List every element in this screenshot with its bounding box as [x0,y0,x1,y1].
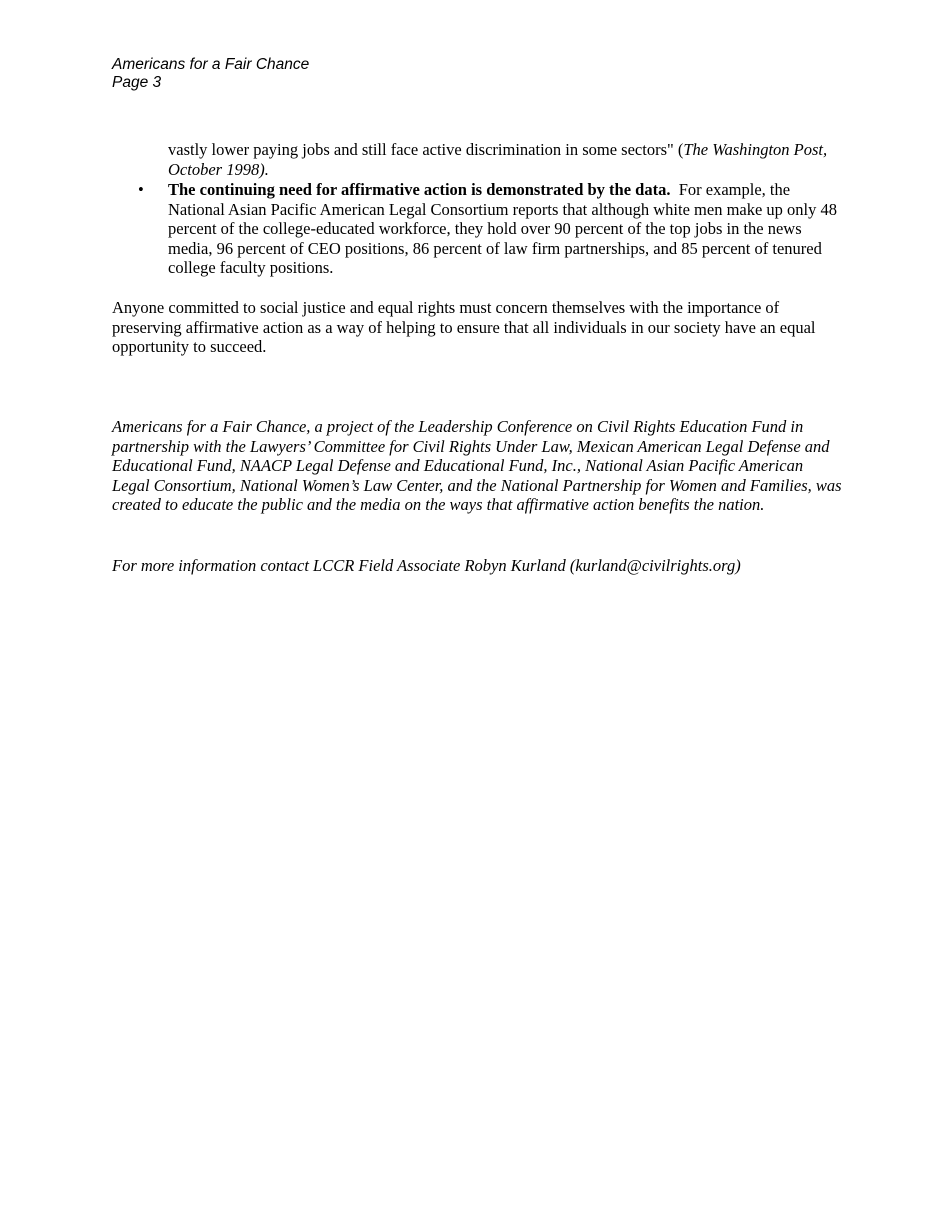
bullet-body: For example, the National Asian Pacific American Legal Consortium reports that although white men make up only 48 percent of the college-educated workforce, they hold over 90 percent of the top jobs in the news media, 96 percent of CEO positions, 86 percent of law firm partnerships, and 85 percent of tenured college faculty positions. [168,180,838,278]
organization-credit: Americans for a Fair Chance, a project of the Leadership Conference on Civil Rights Education Fund in partnership with the Lawyers’ Committee for Civil Rights Under Law, Mexican American Legal Defense and Educational Fund, NAACP Legal Defense and Educational Fund, Inc., National Asian Pacific American Legal Consortium, National Women’s Law Center, and the National Partnership for Women and Families, was created to educate the public and the media on the ways that affirmative action benefits the nation. [112,417,842,515]
bullet-content [168,180,848,278]
page-header [112,56,309,92]
header-page-number: Page 3 [112,74,162,91]
bullet-marker: • [138,180,144,199]
source-title: The Washington Post [683,140,824,159]
continued-bullet-text [168,140,848,179]
source-date: , October 1998). [168,140,828,179]
contact-line: For more information contact LCCR Field Associate Robyn Kurland (kurland@civilrights.org) [112,556,741,575]
continued-text: vastly lower paying jobs and still face active discrimination in some sectors" ( [168,140,684,159]
bullet-lead: The continuing need for affirmative action is demonstrated by the data. [168,180,671,199]
header-org-name: Americans for a Fair Chance [112,56,310,73]
closing-paragraph: Anyone committed to social justice and equal rights must concern themselves with the importance of preserving affirmative action as a way of helping to ensure that all individuals in our society have an equal opportunity to succeed. [112,298,816,357]
